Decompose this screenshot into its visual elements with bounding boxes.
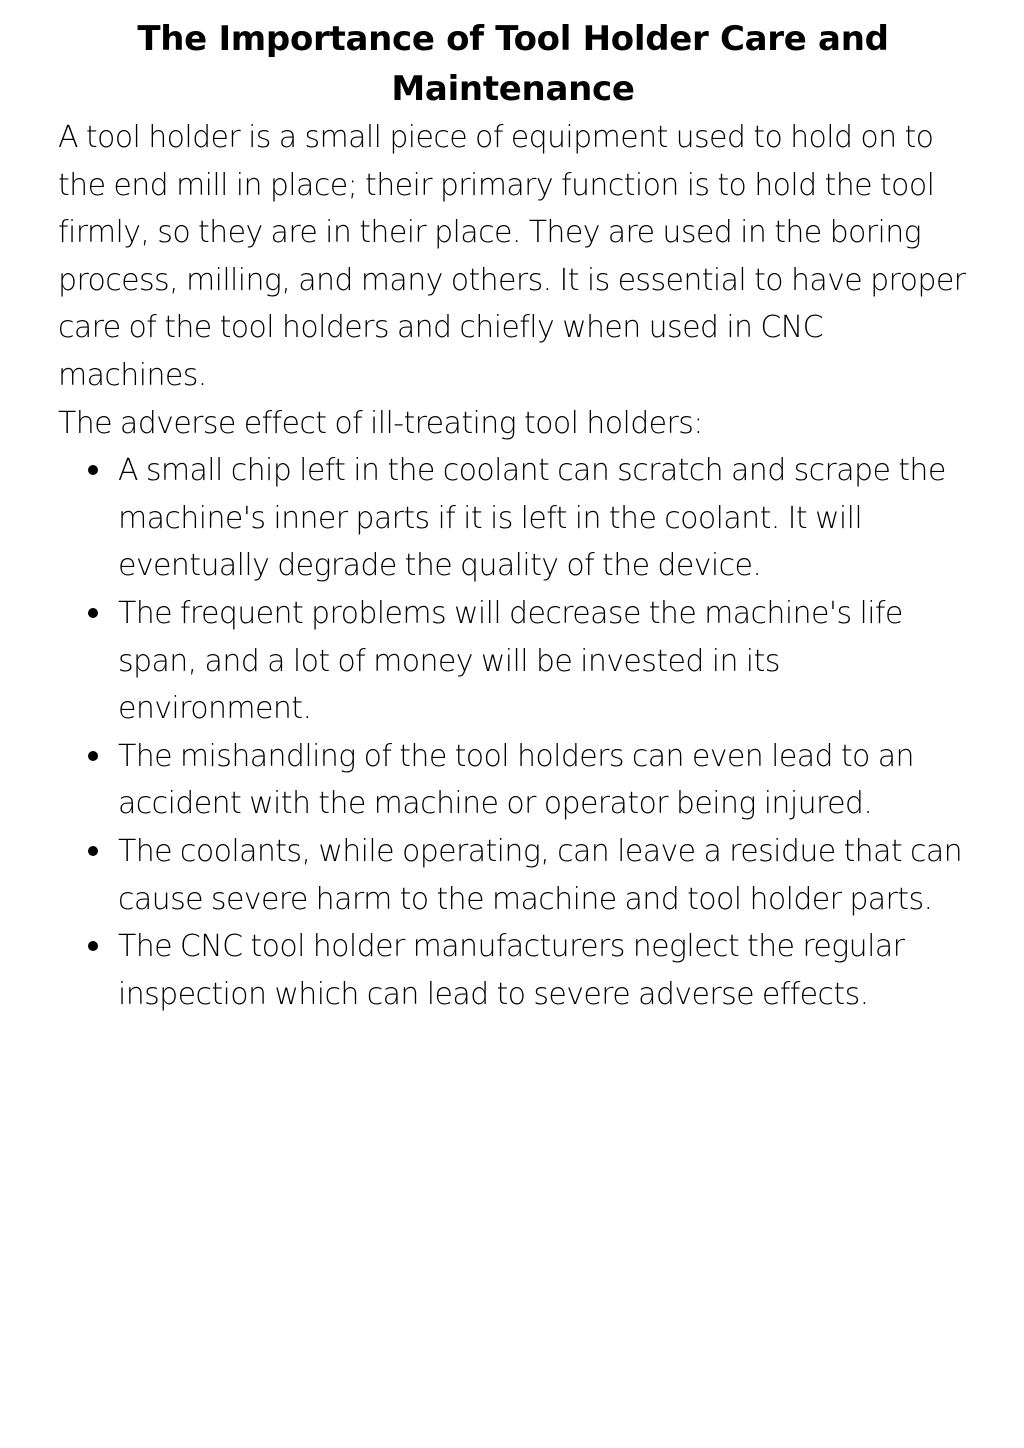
bullet-icon xyxy=(88,941,98,951)
list-item-text: The frequent problems will decrease the machine's life span, and a lot of money will be invested in its environment. xyxy=(118,595,903,727)
bullet-icon xyxy=(88,608,98,618)
list-item-text: The coolants, while operating, can leave a residue that can cause severe harm to the machine and tool holder parts. xyxy=(118,833,963,917)
adverse-effects-list xyxy=(58,447,968,1018)
list-item-text: The mishandling of the tool holders can even lead to an accident with the machine or operator being injured. xyxy=(118,738,914,822)
bullet-icon xyxy=(88,751,98,761)
list-item xyxy=(118,733,968,828)
list-item xyxy=(118,923,968,1018)
intro-paragraph: A tool holder is a small piece of equipment used to hold on to the end mill in place; their primary function is to hold the tool firmly, so they are in their place. They are used in the boring process, milling, and many others. It is essential to have proper care of the tool holders and chiefly when used in CNC machines. xyxy=(58,120,966,393)
list-item xyxy=(118,590,968,733)
list-item-text: A small chip left in the coolant can scratch and scrape the machine's inner parts if it is left in the coolant. It will eventually degrade the quality of the device. xyxy=(118,453,946,584)
list-item-text: The CNC tool holder manufacturers neglect the regular inspection which can lead to severe adverse effects. xyxy=(118,929,905,1012)
list-item xyxy=(118,447,968,590)
list-heading: The adverse effect of ill-treating tool holders: xyxy=(58,405,703,441)
bullet-icon xyxy=(88,465,98,475)
bullet-icon xyxy=(88,846,98,856)
list-item xyxy=(118,828,968,923)
document-title: The Importance of Tool Holder Care and Maintenance xyxy=(137,19,889,109)
